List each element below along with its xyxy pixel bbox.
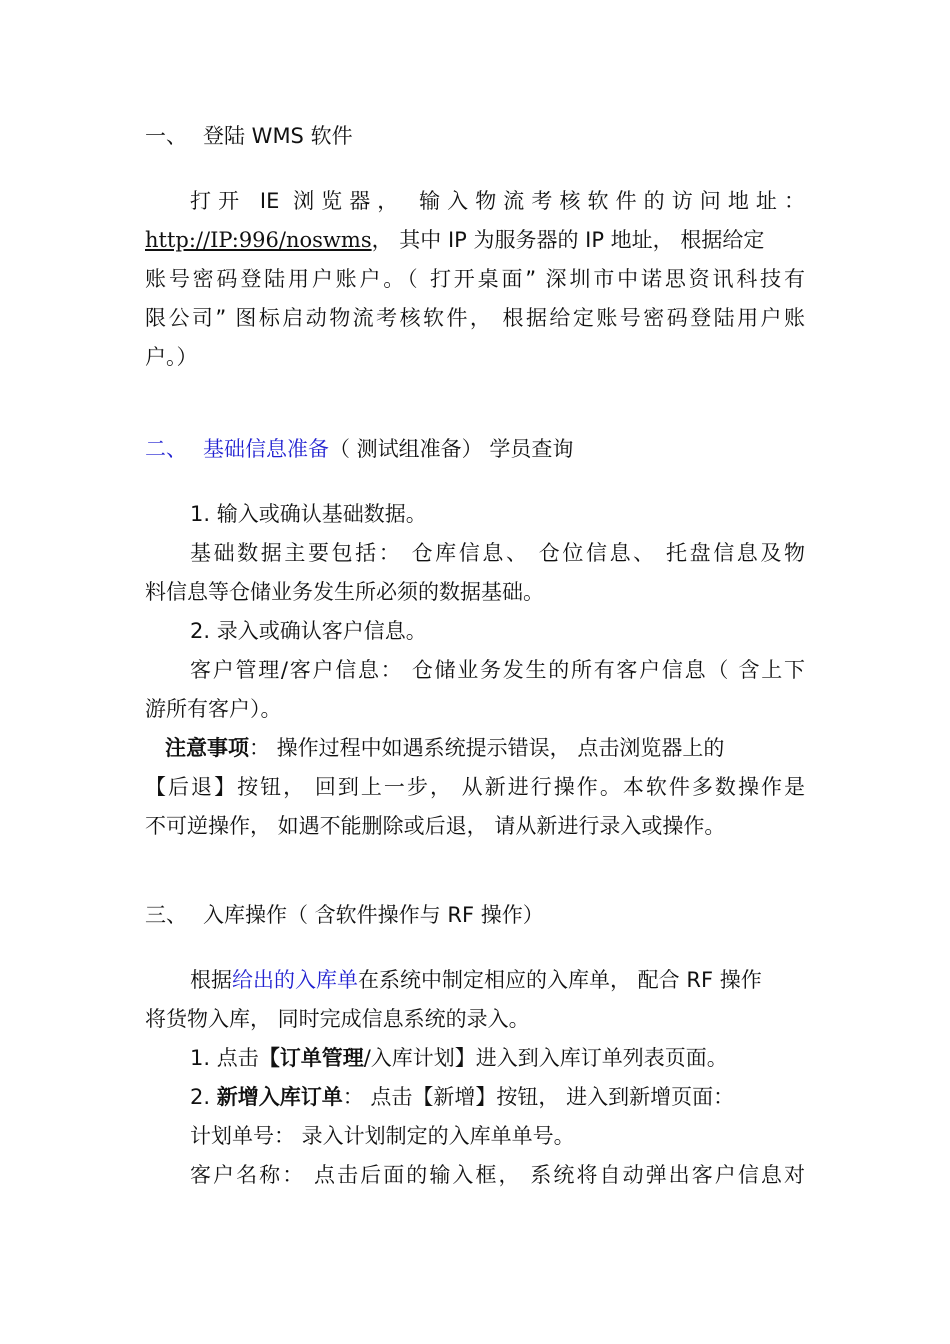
- section-2-item-1-desc-line-2: 料信息等仓储业务发生所必须的数据基础。: [145, 580, 544, 604]
- section-1-para-line-1: 打开 IE 浏览器， 输入物流考核软件的访问地址：: [190, 189, 805, 213]
- section-1-heading: [145, 117, 353, 155]
- section-2-item-2-desc-line-1: 客户管理/客户信息： 仓储业务发生的所有客户信息（ 含上下: [190, 658, 805, 682]
- section-3-step-4: 客户名称： 点击后面的输入框， 系统将自动弹出客户信息对: [190, 1163, 805, 1187]
- step-2-bold: 新增入库订单: [216, 1085, 343, 1109]
- section-2-item-1: 1. 输入或确认基础数据。: [190, 502, 427, 526]
- section-3-para-pre: 根据: [190, 968, 232, 992]
- section-1-number: 一、: [145, 124, 187, 148]
- section-2-title-highlight: 基础信息准备: [203, 437, 329, 461]
- section-3-step-3: 计划单号： 录入计划制定的入库单单号。: [190, 1124, 575, 1148]
- section-3-para-rest: 在系统中制定相应的入库单， 配合 RF 操作: [358, 968, 762, 992]
- section-2-number: 二、: [145, 437, 187, 461]
- section-1-para-line-4: 限公司” 图标启动物流考核软件， 根据给定账号密码登陆用户账: [145, 306, 805, 330]
- section-2-note-line-1: [165, 729, 724, 767]
- section-2-title-rest: （ 测试组准备） 学员查询: [329, 437, 574, 461]
- section-3-para-highlight: 给出的入库单: [232, 968, 358, 992]
- section-1-para-line-2: [145, 221, 764, 259]
- section-3-number: 三、: [145, 903, 187, 927]
- access-url-link[interactable]: http://IP:996/noswms: [145, 228, 372, 252]
- section-3-para-line-1: [190, 961, 762, 999]
- step-1-bold: 【订单管理: [258, 1046, 364, 1070]
- section-3-step-1: [190, 1039, 728, 1077]
- section-1-para-line-5: 户。）: [145, 345, 198, 369]
- section-3-heading: [145, 896, 544, 934]
- step-1-pre: 1. 点击: [190, 1046, 259, 1070]
- section-2-item-1-desc-line-1: 基础数据主要包括： 仓库信息、 仓位信息、 托盘信息及物: [190, 541, 805, 565]
- step-2-rest: ： 点击【新增】按钮， 进入到新增页面：: [342, 1085, 735, 1109]
- section-3-step-2: [190, 1078, 734, 1116]
- section-2-note-line-2: 【后退】按钮， 回到上一步， 从新进行操作。本软件多数操作是: [145, 775, 805, 799]
- section-2-heading: [145, 430, 573, 468]
- section-1-para-line-2-text: ， 其中 IP 为服务器的 IP 地址， 根据给定: [371, 228, 765, 252]
- section-2-note-line-3: 不可逆操作， 如遇不能删除或后退， 请从新进行录入或操作。: [145, 814, 726, 838]
- section-1-para-line-3: 账号密码登陆用户账户。（ 打开桌面” 深圳市中诺思资讯科技有: [145, 267, 805, 291]
- note-label: 注意事项: [165, 736, 249, 760]
- step-1-rest: /入库计划】进入到入库订单列表页面。: [363, 1046, 728, 1070]
- section-3-title: 入库操作（ 含软件操作与 RF 操作）: [203, 903, 544, 927]
- section-2-item-2-desc-line-2: 游所有客户）。: [145, 697, 282, 721]
- section-3-para-line-2: 将货物入库， 同时完成信息系统的录入。: [145, 1007, 530, 1031]
- note-line-1-text: ： 操作过程中如遇系统提示错误， 点击浏览器上的: [249, 736, 725, 760]
- section-2-item-2: 2. 录入或确认客户信息。: [190, 619, 427, 643]
- step-2-pre: 2.: [190, 1085, 217, 1109]
- section-1-title: 登陆 WMS 软件: [203, 124, 353, 148]
